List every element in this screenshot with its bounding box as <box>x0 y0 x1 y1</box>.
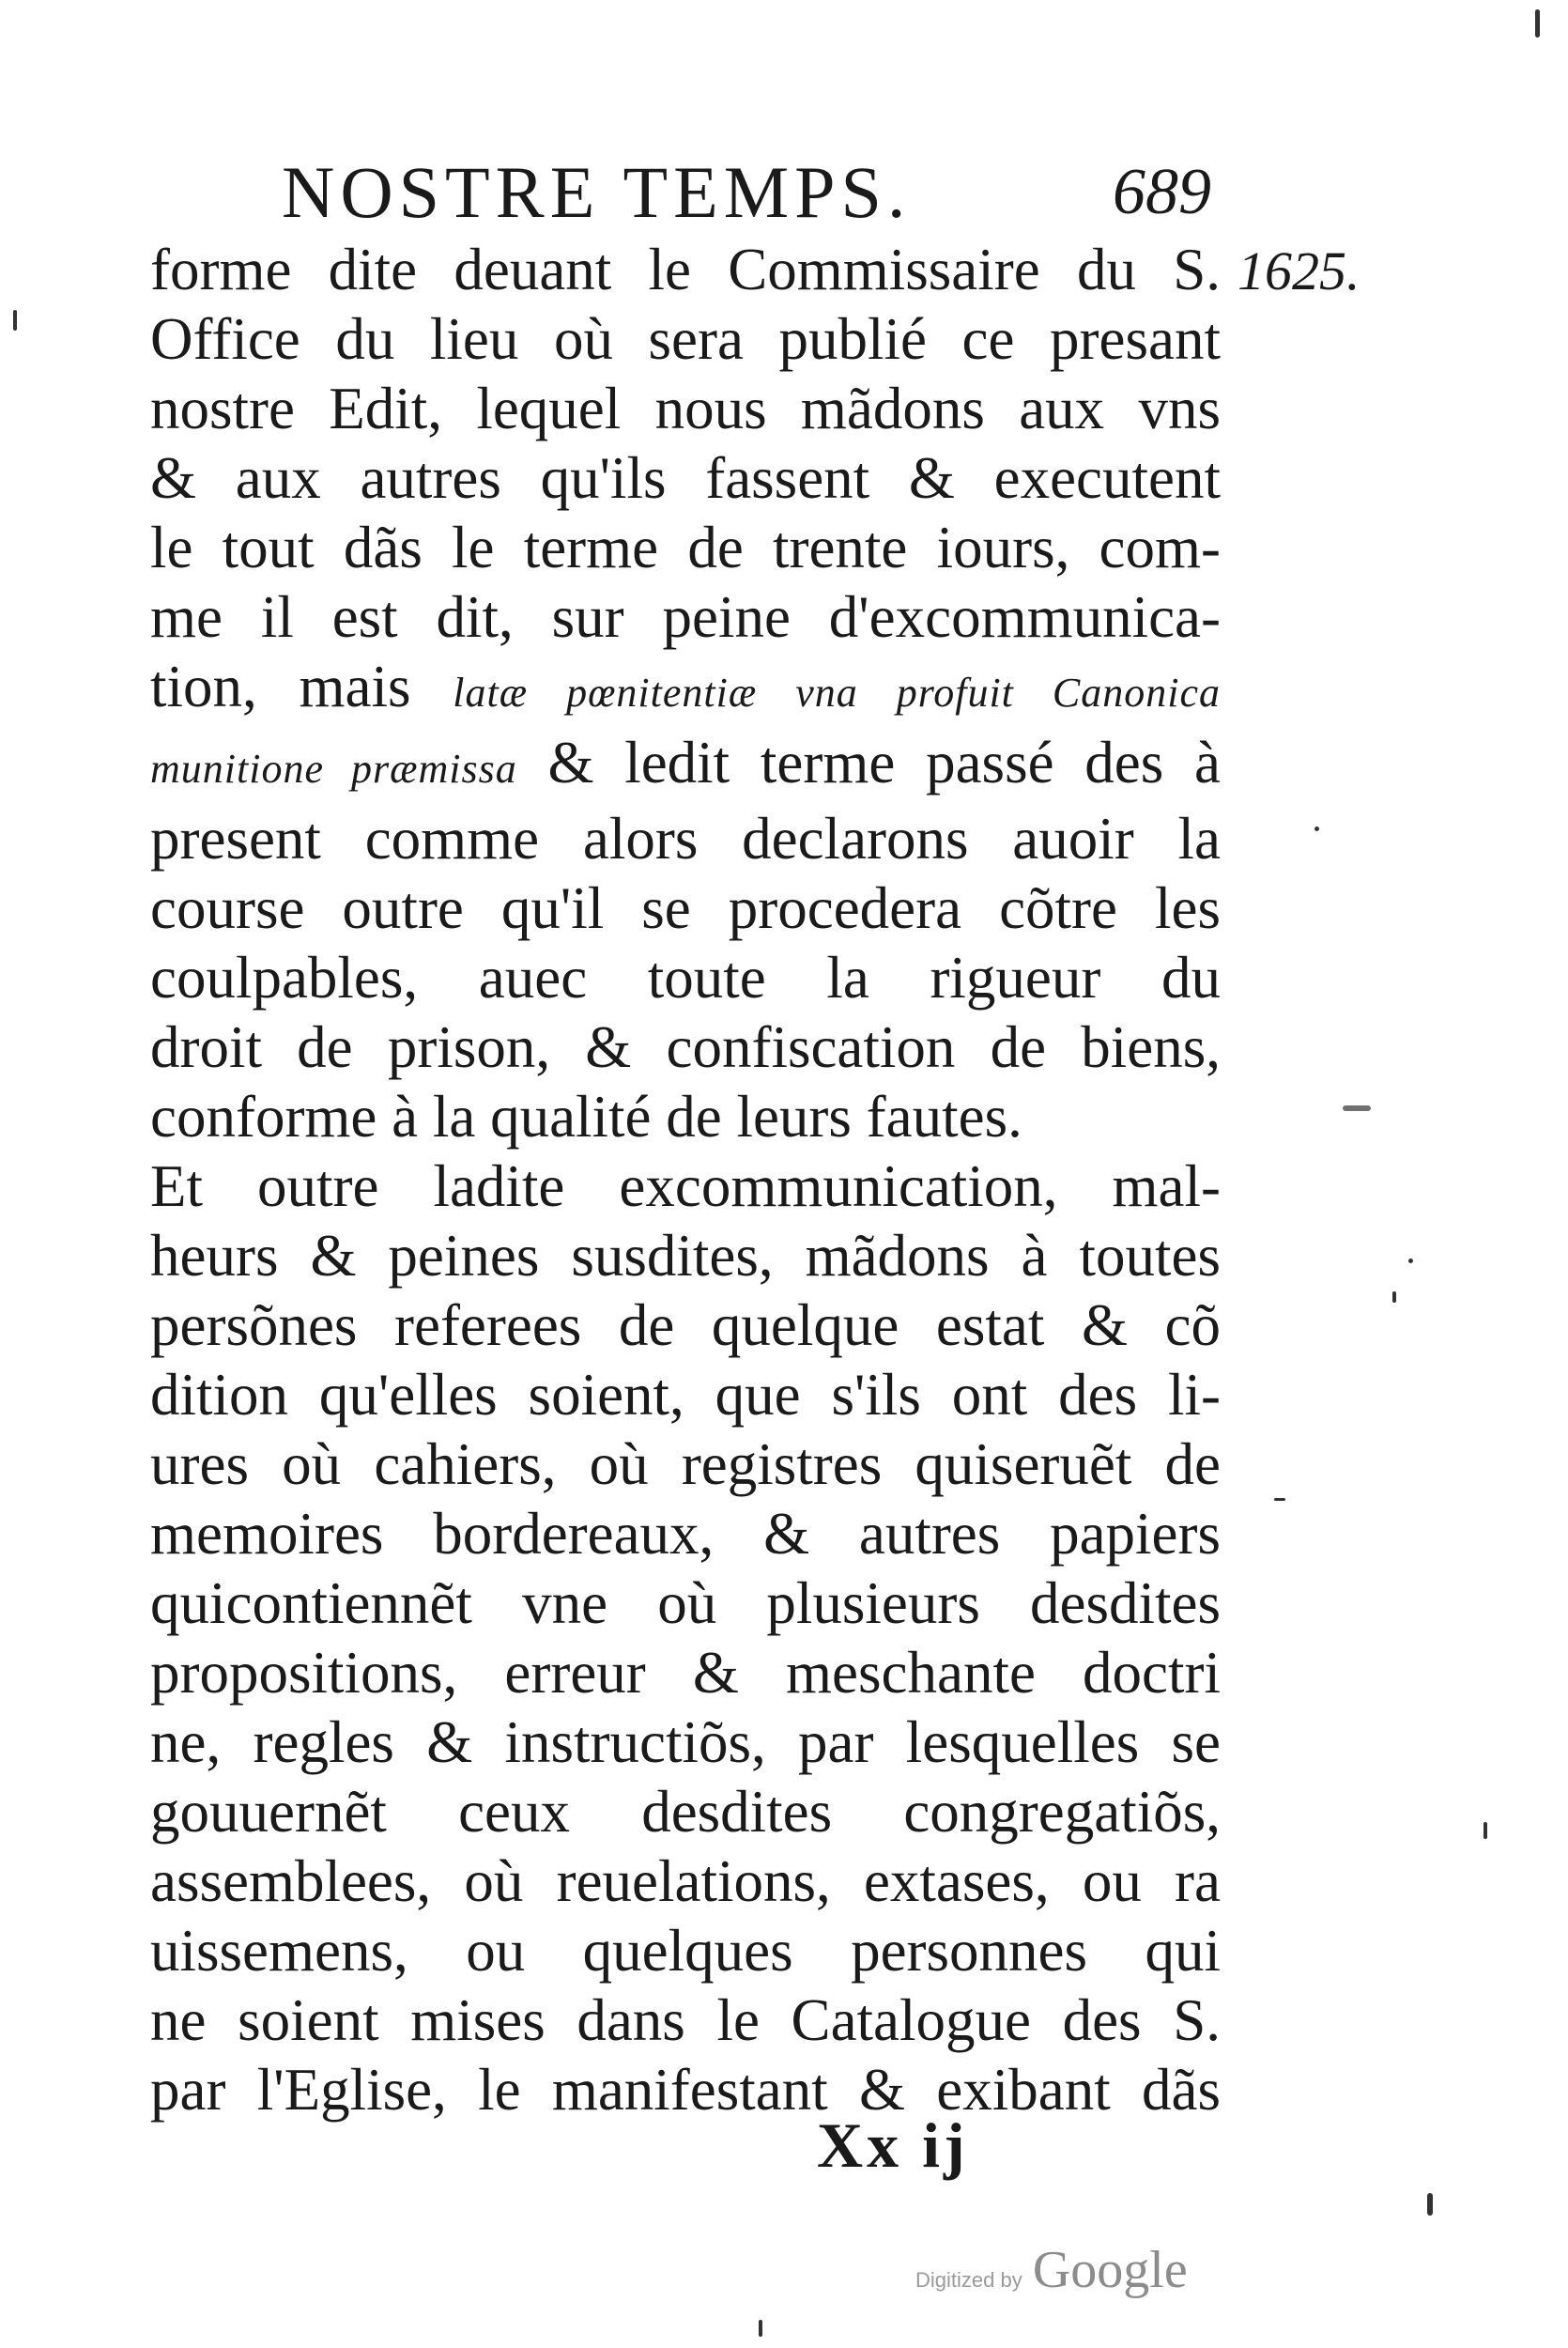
text-line: forme dite deuant le Commissaire du S. <box>150 237 1221 302</box>
text-line: propositions, erreur & meschante doctri <box>150 1640 1221 1706</box>
text-line: ne soient mises dans le Catalogue des S. <box>150 1987 1221 2053</box>
roman-segment: tion, mais <box>150 654 453 719</box>
text-line: nostre Edit, lequel nous mãdons aux vns <box>150 376 1221 441</box>
running-head: NOSTRE TEMPS. <box>282 151 912 233</box>
scan-speck <box>1427 2193 1433 2216</box>
watermark-prefix: Digitized by <box>915 2268 1022 2292</box>
text-line: memoires bordereaux, & autres papiers <box>150 1501 1221 1567</box>
text-line: uissemens, ou quelques personnes qui <box>150 1918 1221 1984</box>
scan-speck <box>759 2320 762 2337</box>
scan-speck <box>1535 9 1540 38</box>
text-line: heurs & peines susdites, mãdons à toutes <box>150 1223 1221 1289</box>
scan-speck <box>1314 826 1319 831</box>
scan-speck <box>13 310 17 331</box>
page-number: 689 <box>1113 156 1211 228</box>
text-line: ures où cahiers, où registres quiseruẽt de <box>150 1431 1221 1497</box>
text-line: Et outre ladite excommunication, mal- <box>150 1153 1221 1219</box>
text-line: le tout dãs le terme de trente iours, com- <box>150 515 1221 580</box>
text-line-latin <box>150 652 1221 728</box>
text-line: par l'Eglise, le manifestant & exibant dãs <box>150 2057 1221 2123</box>
text-line-latin <box>150 728 1221 804</box>
scan-speck <box>1392 1291 1396 1303</box>
roman-segment: & ledit terme passé des à <box>516 730 1221 796</box>
scan-speck <box>1408 1259 1413 1263</box>
text-line: dition qu'elles soient, que s'ils ont des li- <box>150 1362 1221 1428</box>
scan-speck <box>1343 1105 1371 1111</box>
text-line: gouuernẽt ceux desdites congregatiõs, <box>150 1779 1221 1845</box>
text-line: droit de prison, & confiscation de biens, <box>150 1014 1221 1080</box>
latin-italic-segment: munitione præmissa <box>150 746 517 792</box>
scan-speck <box>1483 1822 1487 1839</box>
text-line: & aux autres qu'ils fassent & executent <box>150 445 1221 511</box>
latin-italic-segment: latæ pœnitentiæ vna profuit Canonica <box>453 670 1222 716</box>
margin-year-note: 1625. <box>1237 240 1360 301</box>
text-line: conforme à la qualité de leurs fautes. <box>150 1084 1022 1150</box>
text-line: assemblees, où reuelations, extases, ou ra <box>150 1848 1221 1914</box>
scan-speck <box>1274 1498 1285 1501</box>
text-line: quicontiennẽt vne où plusieurs desdites <box>150 1570 1221 1636</box>
body-text <box>150 235 1221 2124</box>
google-logo: Google <box>1032 2241 1188 2299</box>
text-line: me il est dit, sur peine d'excommunica- <box>150 584 1221 650</box>
text-line: present comme alors declarons auoir la <box>150 806 1221 872</box>
digitized-watermark <box>915 2240 1188 2306</box>
page-header <box>282 150 1211 235</box>
text-line: Office du lieu où sera publié ce presant <box>150 306 1221 372</box>
text-line: ne, regles & instructiõs, par lesquelles se <box>150 1709 1221 1775</box>
signature-mark: Xx ij <box>817 2109 969 2181</box>
text-line: coulpables, auec toute la rigueur du <box>150 945 1221 1011</box>
text-line: persõnes referees de quelque estat & cõ <box>150 1292 1221 1358</box>
text-line: course outre qu'il se procedera cõtre les <box>150 875 1221 941</box>
